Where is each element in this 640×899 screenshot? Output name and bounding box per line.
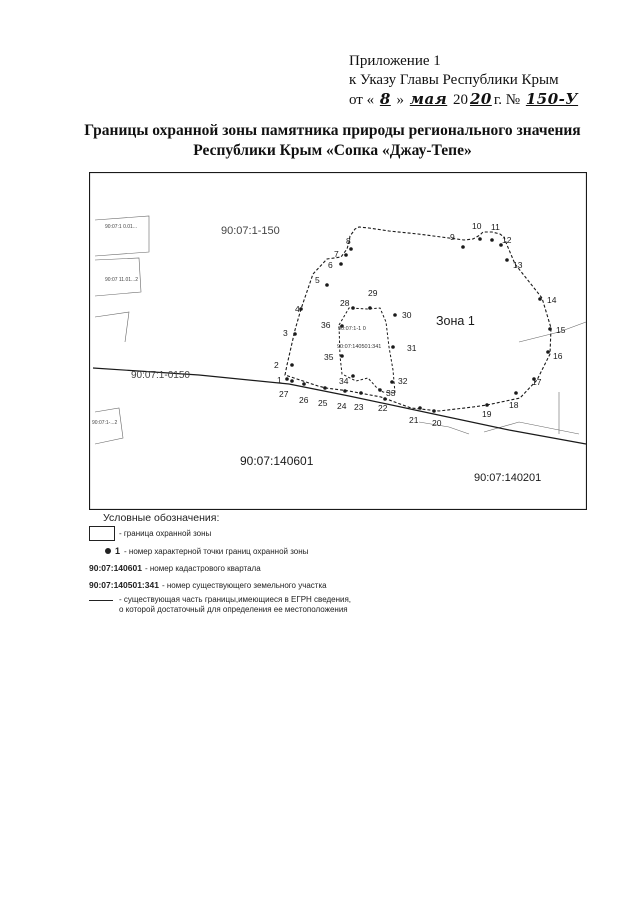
point-swatch — [105, 548, 111, 554]
cadastral-block-label: 90:07:140601 — [240, 454, 314, 468]
legend-text-existing-1: - существующая часть границы,имеющиеся в ЕГРН сведения, — [119, 595, 352, 604]
point-label: 35 — [324, 352, 334, 362]
point-label: 11 — [491, 222, 500, 232]
point-label: 28 — [340, 298, 350, 308]
point-label: 29 — [368, 288, 378, 298]
date-day-handwritten: 8 — [379, 90, 391, 108]
point-label: 4 — [295, 304, 300, 314]
legend-row-parcel — [89, 580, 327, 590]
point-label: 12 — [502, 235, 512, 245]
point-label: 16 — [553, 351, 563, 361]
number-prefix: г. № — [493, 92, 521, 108]
legend-row-block — [89, 563, 261, 573]
appendix-header — [349, 52, 619, 110]
date-day-suffix: » — [396, 92, 405, 108]
point-label: 32 — [398, 376, 408, 386]
cadastral-block-label: 90:07:140201 — [474, 472, 542, 484]
decree-number-handwritten: 150-У — [525, 90, 579, 108]
boundary-swatch — [89, 526, 115, 541]
point-label: 30 — [402, 310, 412, 320]
parcel-label: 90:07:1-...2 — [92, 420, 118, 426]
map-frame — [90, 173, 587, 510]
point-label: 22 — [378, 403, 388, 413]
point-label: 5 — [315, 275, 320, 285]
map-svg — [89, 172, 587, 510]
legend-parcel-code: 90:07:140501:341 — [89, 580, 159, 590]
point-label: 10 — [472, 221, 482, 231]
point-label: 33 — [386, 388, 396, 398]
point-label: 24 — [337, 401, 347, 411]
point-label: 6 — [328, 260, 333, 270]
parcel-label: 90:07:1-1 0 — [338, 326, 366, 332]
decree-reference: к Указу Главы Республики Крым — [349, 72, 559, 88]
appendix-title: Приложение 1 — [349, 53, 441, 69]
point-label: 2 — [274, 360, 279, 370]
legend-text-point: - номер характерной точки границ охранной зоны — [124, 546, 309, 556]
point-label: 21 — [409, 415, 419, 425]
point-label: 14 — [547, 295, 557, 305]
legend-block-code: 90:07:140601 — [89, 563, 142, 573]
point-label: 13 — [513, 260, 523, 270]
point-label: 31 — [407, 343, 417, 353]
point-label: 1 — [277, 375, 282, 385]
legend-row-point — [89, 546, 308, 556]
point-label: 19 — [482, 409, 492, 419]
document-title — [40, 121, 625, 161]
cadastral-map — [89, 172, 587, 510]
point-label: 7 — [334, 249, 339, 259]
point-label: 25 — [318, 398, 328, 408]
parcel-label: 90:07:140501:341 — [337, 344, 382, 350]
year-handwritten: 20 — [469, 90, 492, 108]
parcel-label: 90:07:1 0.01... — [105, 224, 137, 230]
point-label: 34 — [339, 376, 349, 386]
point-label: 20 — [432, 418, 442, 428]
title-line-2: Республики Крым «Сопка «Джау-Тепе» — [193, 142, 472, 159]
zone-label: Зона 1 — [436, 314, 475, 328]
existing-line-swatch — [89, 600, 113, 601]
cadastral-block-label: 90:07:1-0150 — [131, 370, 190, 381]
date-month-handwritten: мая — [409, 90, 448, 108]
year-prefix: 20 — [452, 92, 468, 108]
title-line-1: Границы охранной зоны памятника природы регионального значения — [84, 122, 581, 139]
legend-text-existing-2: о которой достаточный для определения ее местоположения — [119, 605, 348, 614]
decree-date-number — [349, 90, 619, 110]
point-label: 17 — [532, 377, 542, 387]
point-label: 18 — [509, 400, 519, 410]
point-label: 15 — [556, 325, 566, 335]
point-label: 26 — [299, 395, 309, 405]
legend-text-block: - номер кадастрового квартала — [144, 563, 261, 573]
legend-row-boundary — [89, 526, 211, 541]
date-prefix: от « — [349, 92, 375, 108]
legend-text-parcel: - номер существующего земельного участка — [161, 580, 327, 590]
point-label: 36 — [321, 320, 331, 330]
cadastral-block-label: 90:07:1-150 — [221, 225, 280, 237]
parcel-label: 90:07 11.01...2 — [105, 277, 138, 283]
legend-text-boundary: - граница охранной зоны — [119, 529, 212, 538]
point-label: 27 — [279, 389, 289, 399]
legend-row-existing — [89, 595, 351, 615]
legend-point-number: 1 — [115, 546, 121, 556]
point-label: 9 — [450, 232, 455, 242]
point-label: 23 — [354, 402, 364, 412]
point-label: 8 — [346, 236, 351, 246]
point-label: 3 — [283, 328, 288, 338]
legend-title: Условные обозначения: — [103, 512, 220, 524]
